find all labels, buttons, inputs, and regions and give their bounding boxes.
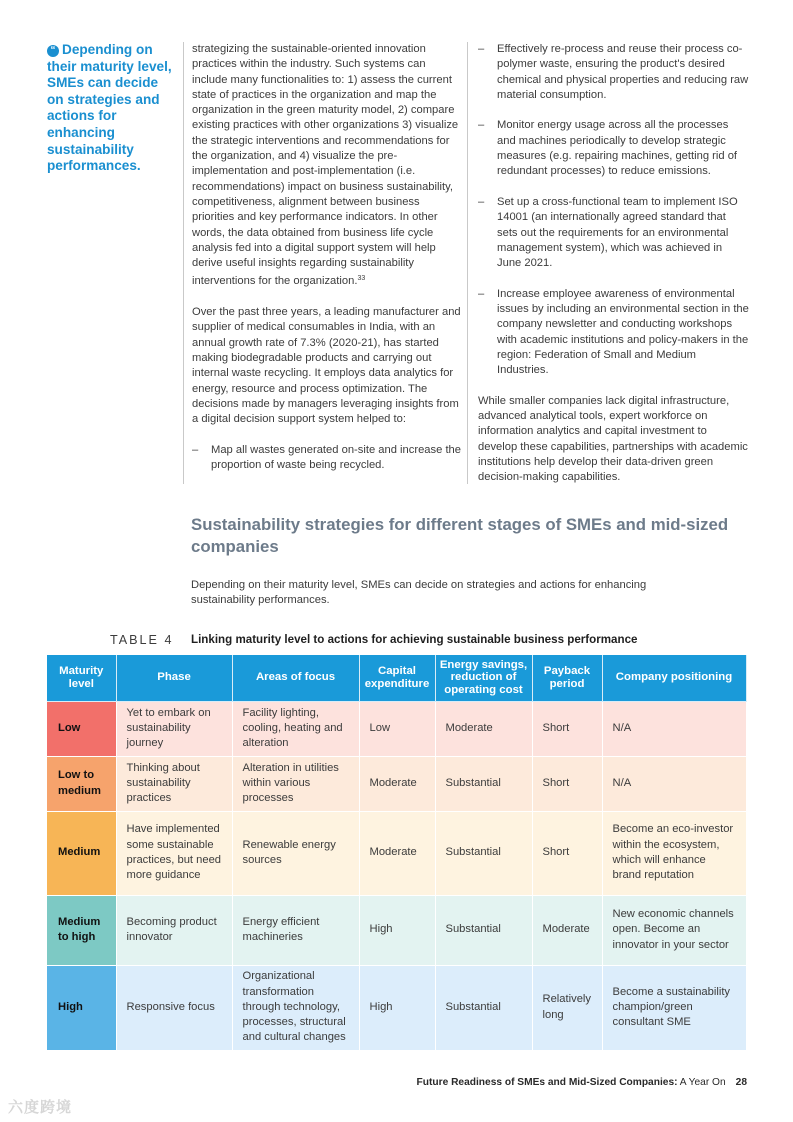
cell-maturity-level: High — [47, 965, 116, 1050]
table-row — [47, 965, 746, 1050]
cell-company-positioning: Become a sustainability champion/green consultant SME — [602, 965, 746, 1050]
header-company-positioning: Company positioning — [602, 655, 746, 701]
cell-payback-period: Moderate — [532, 895, 602, 965]
middle-paragraph-1 — [192, 42, 463, 290]
cell-areas-of-focus: Alteration in utilities within various processes — [232, 756, 359, 811]
section-intro: Depending on their maturity level, SMEs can decide on strategies and actions for enhancing sustainability performances. — [191, 579, 647, 607]
cell-energy-savings: Substantial — [435, 811, 532, 895]
bullet-item: – Monitor energy usage across all the processes and machines periodically to develop strategic measures (e.g. repairing machines, getting rid of redundant processes) to reduce emissions. — [478, 118, 749, 179]
table-row — [47, 756, 746, 811]
cell-areas-of-focus: Energy efficient machineries — [232, 895, 359, 965]
cell-areas-of-focus: Facility lighting, cooling, heating and alteration — [232, 701, 359, 756]
cell-company-positioning: N/A — [602, 701, 746, 756]
page-number: 28 — [735, 1077, 747, 1088]
pull-quote — [47, 42, 172, 175]
bullet-item: – Map all wastes generated on-site and increase the proportion of waste being recycled. — [192, 443, 463, 474]
table-label: TABLE 4 — [110, 633, 174, 647]
cell-energy-savings: Moderate — [435, 701, 532, 756]
middle-paragraph-1-text: strategizing the sustainable-oriented innovation practices within the industry. Such systems can include many functionalities to: 1) assess the current state of practices in the organization and map the organization in the green maturity model, 2) compare existing practices with other organizations 3) visualize the strategic interventions and recommendations for the organization, and 4) visualize the pre-implementation and post-implementation (i.e. recommendations) impact on business sustainability, competitiveness, alignment between business priorities and key performance indicators. In other words, the data obtained from business life cycle analysis fed into a digital support system will help derive useful insights regarding sustainability interventions for the organization. — [192, 43, 459, 288]
middle-paragraph-2: Over the past three years, a leading manufacturer and supplier of medical consumables in India, with an annual growth rate of 7.3% (2020-21), has started making biodegradable products and carrying out internal waste recycling. It employs data analytics for energy, resource and process optimization. The decisions made by managers leveraging insights from a digital decision support system helped to: — [192, 306, 461, 426]
page-footer — [417, 1077, 747, 1088]
header-payback-period: Payback period — [532, 655, 602, 701]
cell-phase: Becoming product innovator — [116, 895, 232, 965]
cell-capital-expenditure: Moderate — [359, 811, 435, 895]
quote-icon: “ — [47, 45, 59, 57]
cell-maturity-level: Low to medium — [47, 756, 116, 811]
cell-payback-period: Short — [532, 701, 602, 756]
cell-maturity-level: Medium — [47, 811, 116, 895]
cell-phase: Have implemented some sustainable practices, but need more guidance — [116, 811, 232, 895]
cell-capital-expenditure: Moderate — [359, 756, 435, 811]
cell-capital-expenditure: Low — [359, 701, 435, 756]
header-areas-of-focus: Areas of focus — [232, 655, 359, 701]
footer-title-rest: A Year On — [677, 1077, 726, 1088]
cell-areas-of-focus: Organizational transformation through technology, processes, structural and cultural changes — [232, 965, 359, 1050]
cell-company-positioning: Become an eco-investor within the ecosystem, which will enhance brand reputation — [602, 811, 746, 895]
middle-column — [183, 42, 463, 484]
cell-energy-savings: Substantial — [435, 895, 532, 965]
bullet-item: – Effectively re-process and reuse their process co-polymer waste, ensuring the product's desired chemical and physical properties and reducing raw material consumption. — [478, 42, 749, 103]
bullet-item: – Increase employee awareness of environmental issues by including an environmental section in the company newsletter and conducting workshops with academic institutions and policy-makers in the region: Federation of Small and Medium Industries. — [478, 287, 749, 379]
watermark: 六度跨境 — [8, 1099, 73, 1116]
cell-payback-period: Short — [532, 756, 602, 811]
cell-payback-period: Relatively long — [532, 965, 602, 1050]
cell-maturity-level: Medium to high — [47, 895, 116, 965]
cell-company-positioning: N/A — [602, 756, 746, 811]
maturity-table — [47, 655, 747, 1051]
right-closing-paragraph: While smaller companies lack digital infrastructure, advanced analytical tools, expert workforce on information analytics and capital investment to develop these capabilities, partnerships with academic institutions help develop their data-driven green decision-making capabilities. — [478, 394, 748, 484]
header-maturity-level: Maturity level — [47, 655, 116, 701]
table-header-row — [47, 655, 746, 701]
cell-phase: Yet to embark on sustainability journey — [116, 701, 232, 756]
right-column — [467, 42, 749, 484]
header-capital-expenditure: Capital expenditure — [359, 655, 435, 701]
cell-phase: Responsive focus — [116, 965, 232, 1050]
header-energy-savings: Energy savings, reduction of operating cost — [435, 655, 532, 701]
table-row — [47, 701, 746, 756]
table-row — [47, 811, 746, 895]
cell-capital-expenditure: High — [359, 895, 435, 965]
bullet-item: – Set up a cross-functional team to implement ISO 14001 (an internationally agreed standard that sets out the requirements for an environmental management system), which was achieved in June 2021. — [478, 195, 749, 271]
cell-company-positioning: New economic channels open. Become an innovator in your sector — [602, 895, 746, 965]
table-caption: Linking maturity level to actions for achieving sustainable business performance — [191, 633, 638, 646]
cell-phase: Thinking about sustainability practices — [116, 756, 232, 811]
section-title: Sustainability strategies for different stages of SMEs and mid-sized companies — [191, 515, 729, 556]
cell-maturity-level: Low — [47, 701, 116, 756]
cell-payback-period: Short — [532, 811, 602, 895]
footnote-ref[interactable]: 33 — [357, 275, 366, 283]
pull-quote-text: Depending on their maturity level, SMEs can decide on strategies and actions for enhancing sustainability performances. — [47, 42, 172, 174]
table-row — [47, 895, 746, 965]
cell-energy-savings: Substantial — [435, 965, 532, 1050]
cell-areas-of-focus: Renewable energy sources — [232, 811, 359, 895]
header-phase: Phase — [116, 655, 232, 701]
cell-energy-savings: Substantial — [435, 756, 532, 811]
footer-title-bold: Future Readiness of SMEs and Mid-Sized Companies: — [416, 1077, 678, 1088]
cell-capital-expenditure: High — [359, 965, 435, 1050]
